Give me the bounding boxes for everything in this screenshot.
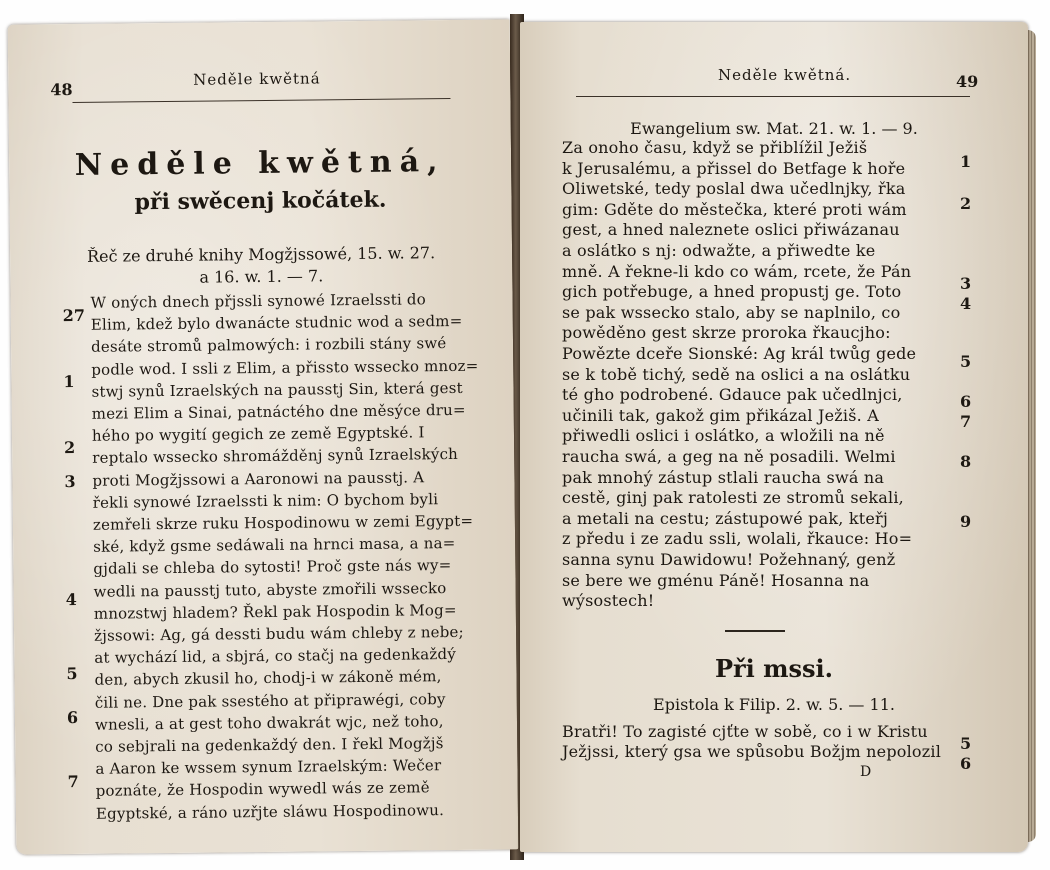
text-line: W oných dnech přjssli synowé Izraelssti do (90, 290, 426, 312)
text-line: mně. A řekne-li kdo co wám, rcete, že Pán (562, 261, 912, 281)
reading-reference-line-1: Řeč ze druhé knihy Mogžjssowé, 15. w. 27. (86, 243, 436, 266)
verse-number: 5 (66, 663, 78, 684)
reading-reference-line-2: a 16. w. 1. — 7. (199, 266, 324, 287)
verse-number: 9 (960, 512, 972, 531)
text-line: wnesli, a at gest toho dwakrát wjc, než toho, (94, 711, 444, 734)
page-title: Neděle kwětná, (74, 144, 446, 183)
text-line: té gho podrobené. Gdauce pak učedlnjci, (562, 385, 903, 405)
text-line: mezi Elim a Sinai, patnáctého dne měsýce dru= (91, 400, 466, 423)
verse-number: 6 (960, 392, 972, 411)
text-line: Za onoho času, když se přiblížil Ježiš (562, 138, 868, 157)
verse-number: 2 (960, 194, 972, 213)
verse-number: 5 (960, 352, 972, 371)
text-line: žjssowi: Ag, gá dessti budu wám chleby z nebe; (93, 622, 464, 645)
verse-number: 4 (65, 589, 77, 610)
text-line: wýsostech! (562, 591, 655, 611)
text-line: z předu i ze zadu ssli, wolali, řkauce: Ho= (562, 529, 913, 549)
verse-number: 5 (960, 734, 972, 753)
text-line: gest, a hned naleznete oslici přiwázanau (562, 220, 900, 240)
text-line: podle wod. I ssli z Elim, a přissto wssecko mnoz= (91, 356, 479, 379)
running-head: Neděle kwětná. (718, 66, 852, 84)
verse-number: 8 (960, 452, 972, 471)
running-head: Neděle kwětná (193, 69, 321, 89)
text-line: pak mnohý zástup stlali raucha swá na (562, 467, 885, 487)
verse-number: 6 (66, 707, 79, 728)
signature-mark: D (860, 764, 872, 780)
text-line: a metali na cestu; zástupowé pak, kteřj (562, 508, 889, 528)
text-line: gim: Gděte do městečka, které proti wám (562, 199, 907, 219)
text-line: přiwedli oslici i oslátko, a wložili na ně (562, 426, 885, 446)
text-line: Oliwetské, tedy poslal dwa učedlnjky, řka (562, 179, 906, 199)
header-rule (72, 98, 450, 103)
text-line: at wychází lid, a sbjrá, co stačj na gedenkaždý (94, 645, 457, 667)
text-line: ské, když gsme sedáwali na hrnci masa, a na= (93, 534, 456, 556)
text-line: k Jerusalému, a přissel do Betfage k hoře (562, 158, 906, 178)
text-line: čili ne. Dne pak ssestého at připrawégi, coby (94, 689, 446, 712)
page-number: 48 (50, 79, 73, 100)
text-line: Powězte dceře Sionské: Ag král twůg gede (562, 344, 917, 363)
gospel-reference: Ewangelium sw. Mat. 21. w. 1. — 9. (630, 119, 918, 138)
text-line: Egyptské, a ráno uzřjte sláwu Hospodinowu. (95, 800, 445, 823)
text-line: a oslátko s nj: odwažte, a přiwedte ke (562, 241, 876, 260)
text-line: zemřeli skrze ruku Hospodinowu w zemi Egypt= (92, 511, 474, 534)
text-line: se pak wssecko stalo, aby se naplnilo, co (562, 302, 901, 322)
verse-number: 3 (64, 471, 76, 492)
page-number: 49 (956, 72, 979, 91)
text-line: se k tobě tichý, sedě na oslici a na oslátku (562, 364, 911, 384)
page-subtitle: při swěcenj kočátek. (134, 186, 387, 216)
verse-number: 2 (64, 437, 76, 458)
text-line: a Aaron ke wssem synum Izraelským: Wečer (95, 756, 442, 778)
verse-number: 1 (960, 152, 972, 171)
text-line: powěděno gest skrze proroka řkaucjho: (562, 323, 891, 343)
text-line: den, abych zkusil ho, chodj-i w zákoně mém, (94, 667, 442, 690)
text-line: sanna synu Dawidowu! Požehnaný, genž (562, 550, 896, 569)
verse-number: 7 (960, 412, 972, 431)
text-line: gjdali se chleba do sytosti! Proč gste nás wy= (93, 556, 452, 579)
section-title: Při mssi. (714, 654, 834, 683)
epistle-reference: Epistola k Filip. 2. w. 5. — 11. (653, 695, 895, 714)
text-line: gich potřebuge, a hned propustj ge. Toto (562, 282, 902, 302)
left-page (8, 19, 519, 854)
text-line: poznáte, že Hospodin wywedl wás ze země (95, 778, 430, 801)
text-line: Bratři! To zagisté cjťte w sobě, co i w Kristu (562, 722, 928, 741)
text-line: řekli synowé Izraelssti k nim: O bychom byli (92, 489, 439, 512)
verse-number: 27 (62, 305, 86, 326)
text-line: stwj synů Izraelských na pausstj Sin, která gest (91, 378, 463, 401)
verse-number: 1 (63, 371, 75, 392)
verse-number: 4 (960, 294, 972, 313)
verse-number: 6 (960, 754, 972, 773)
verse-number: 7 (67, 771, 79, 792)
text-line: co sebjrali na gedenkaždý den. I řekl Mogžjš (95, 734, 444, 756)
text-line: učinili tak, gakož gim přikázal Ježiš. A (562, 405, 879, 425)
text-line: reptalo wssecko shromážděnj synů Izraelských (92, 445, 459, 468)
header-rule (576, 96, 970, 97)
text-line: rauchа swá, a geg na ně posadili. Welmi (562, 447, 896, 466)
text-line: mnozstwj hladem? Řekl pak Hospodin k Mog= (93, 600, 457, 623)
right-page (520, 22, 1028, 852)
text-line: cestě, ginj pak ratolesti ze stromů sekali, (562, 488, 904, 508)
section-divider (725, 630, 785, 632)
text-line: proti Mogžjssowi a Aaronowi na pausstj. A (92, 467, 425, 490)
text-line: hého po wygití gegich ze země Egyptské. I (91, 423, 425, 445)
text-line: wedli na pausstj tuto, abyste zmořili wssecko (93, 578, 447, 601)
verse-number: 3 (960, 274, 972, 293)
text-line: se bere we gménu Páně! Hosanna na (562, 570, 870, 590)
text-line: desáte stromů palmowých: i rozbili stány swé (90, 334, 447, 357)
text-line: Elim, kdež bylo dwanácte studnic wod a sedm= (90, 312, 463, 334)
text-line: Ježjssi, který gsa we spůsobu Božjm nepolozil (562, 742, 942, 761)
